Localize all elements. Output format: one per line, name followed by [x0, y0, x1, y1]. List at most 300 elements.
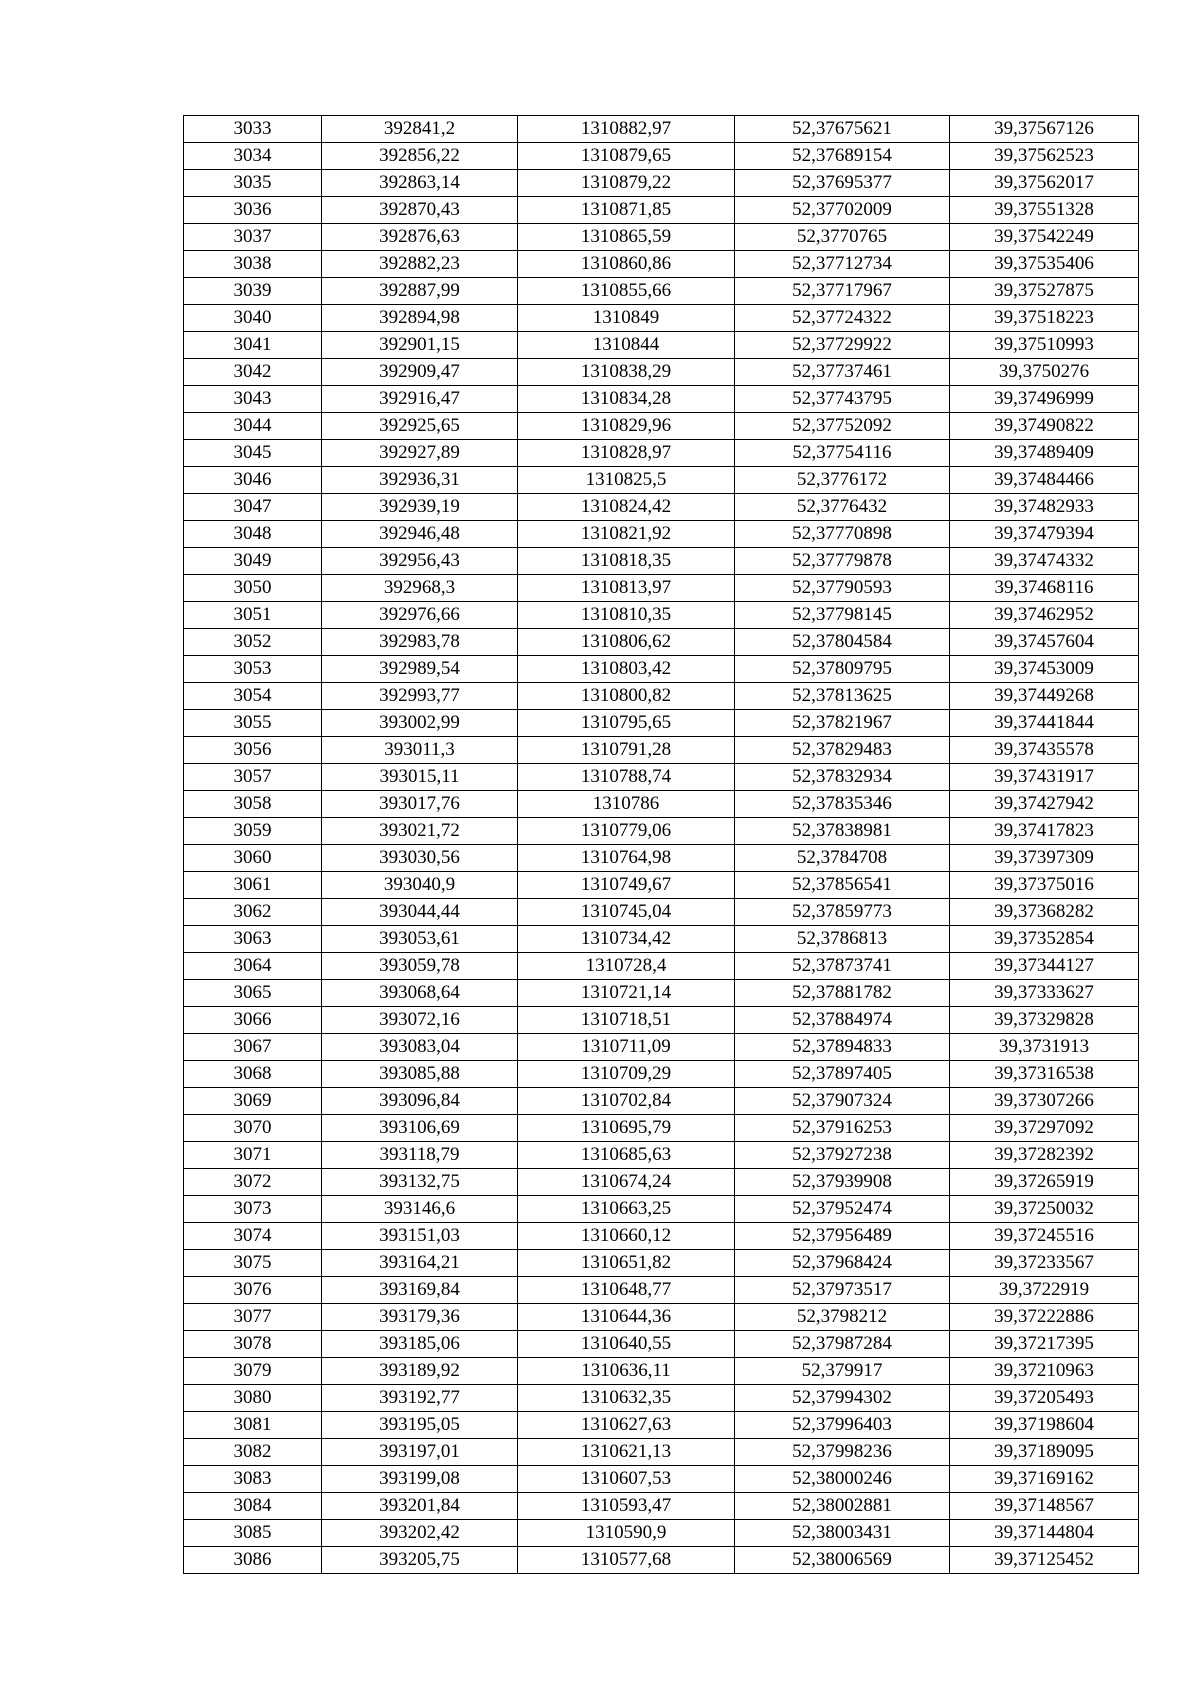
longitude-cell: 39,37333627	[950, 980, 1139, 1007]
x-coordinate-cell: 393118,79	[322, 1142, 518, 1169]
latitude-cell: 52,37838981	[735, 818, 950, 845]
longitude-cell: 39,37453009	[950, 656, 1139, 683]
point-number-cell: 3086	[184, 1547, 322, 1574]
table-row	[184, 980, 1139, 1007]
point-number-cell: 3051	[184, 602, 322, 629]
table-row	[184, 1331, 1139, 1358]
longitude-cell: 39,37527875	[950, 278, 1139, 305]
longitude-cell: 39,37316538	[950, 1061, 1139, 1088]
table-row	[184, 1250, 1139, 1277]
y-coordinate-cell: 1310709,29	[518, 1061, 735, 1088]
longitude-cell: 39,37457604	[950, 629, 1139, 656]
latitude-cell: 52,37856541	[735, 872, 950, 899]
longitude-cell: 39,37210963	[950, 1358, 1139, 1385]
y-coordinate-cell: 1310871,85	[518, 197, 735, 224]
latitude-cell: 52,37994302	[735, 1385, 950, 1412]
x-coordinate-cell: 393185,06	[322, 1331, 518, 1358]
y-coordinate-cell: 1310795,65	[518, 710, 735, 737]
table-row	[184, 1358, 1139, 1385]
point-number-cell: 3054	[184, 683, 322, 710]
x-coordinate-cell: 392901,15	[322, 332, 518, 359]
y-coordinate-cell: 1310721,14	[518, 980, 735, 1007]
x-coordinate-cell: 393083,04	[322, 1034, 518, 1061]
latitude-cell: 52,38003431	[735, 1520, 950, 1547]
x-coordinate-cell: 393002,99	[322, 710, 518, 737]
y-coordinate-cell: 1310644,36	[518, 1304, 735, 1331]
x-coordinate-cell: 392939,19	[322, 494, 518, 521]
point-number-cell: 3074	[184, 1223, 322, 1250]
longitude-cell: 39,37198604	[950, 1412, 1139, 1439]
point-number-cell: 3073	[184, 1196, 322, 1223]
latitude-cell: 52,37804584	[735, 629, 950, 656]
latitude-cell: 52,3786813	[735, 926, 950, 953]
y-coordinate-cell: 1310844	[518, 332, 735, 359]
latitude-cell: 52,37790593	[735, 575, 950, 602]
longitude-cell: 39,37397309	[950, 845, 1139, 872]
y-coordinate-cell: 1310640,55	[518, 1331, 735, 1358]
x-coordinate-cell: 393059,78	[322, 953, 518, 980]
point-number-cell: 3049	[184, 548, 322, 575]
y-coordinate-cell: 1310632,35	[518, 1385, 735, 1412]
longitude-cell: 39,37125452	[950, 1547, 1139, 1574]
y-coordinate-cell: 1310803,42	[518, 656, 735, 683]
longitude-cell: 39,37567126	[950, 116, 1139, 143]
latitude-cell: 52,37881782	[735, 980, 950, 1007]
point-number-cell: 3036	[184, 197, 322, 224]
longitude-cell: 39,37217395	[950, 1331, 1139, 1358]
longitude-cell: 39,37474332	[950, 548, 1139, 575]
table-row	[184, 1412, 1139, 1439]
point-number-cell: 3050	[184, 575, 322, 602]
longitude-cell: 39,37449268	[950, 683, 1139, 710]
longitude-cell: 39,37250032	[950, 1196, 1139, 1223]
point-number-cell: 3035	[184, 170, 322, 197]
latitude-cell: 52,37743795	[735, 386, 950, 413]
longitude-cell: 39,37148567	[950, 1493, 1139, 1520]
longitude-cell: 39,37245516	[950, 1223, 1139, 1250]
latitude-cell: 52,37729922	[735, 332, 950, 359]
y-coordinate-cell: 1310865,59	[518, 224, 735, 251]
x-coordinate-cell: 392916,47	[322, 386, 518, 413]
x-coordinate-cell: 392894,98	[322, 305, 518, 332]
longitude-cell: 39,37518223	[950, 305, 1139, 332]
latitude-cell: 52,3776432	[735, 494, 950, 521]
table-row	[184, 845, 1139, 872]
y-coordinate-cell: 1310810,35	[518, 602, 735, 629]
latitude-cell: 52,37884974	[735, 1007, 950, 1034]
point-number-cell: 3046	[184, 467, 322, 494]
x-coordinate-cell: 393015,11	[322, 764, 518, 791]
table-row	[184, 278, 1139, 305]
table-row	[184, 1439, 1139, 1466]
y-coordinate-cell: 1310593,47	[518, 1493, 735, 1520]
point-number-cell: 3082	[184, 1439, 322, 1466]
point-number-cell: 3065	[184, 980, 322, 1007]
longitude-cell: 39,37169162	[950, 1466, 1139, 1493]
point-number-cell: 3059	[184, 818, 322, 845]
point-number-cell: 3045	[184, 440, 322, 467]
y-coordinate-cell: 1310821,92	[518, 521, 735, 548]
table-row	[184, 413, 1139, 440]
table-row	[184, 629, 1139, 656]
y-coordinate-cell: 1310834,28	[518, 386, 735, 413]
table-row	[184, 386, 1139, 413]
latitude-cell: 52,37717967	[735, 278, 950, 305]
table-row	[184, 872, 1139, 899]
x-coordinate-cell: 393205,75	[322, 1547, 518, 1574]
latitude-cell: 52,37737461	[735, 359, 950, 386]
point-number-cell: 3063	[184, 926, 322, 953]
x-coordinate-cell: 393195,05	[322, 1412, 518, 1439]
y-coordinate-cell: 1310879,22	[518, 170, 735, 197]
table-row	[184, 1520, 1139, 1547]
latitude-cell: 52,3784708	[735, 845, 950, 872]
point-number-cell: 3084	[184, 1493, 322, 1520]
x-coordinate-cell: 393011,3	[322, 737, 518, 764]
x-coordinate-cell: 392927,89	[322, 440, 518, 467]
longitude-cell: 39,3722919	[950, 1277, 1139, 1304]
x-coordinate-cell: 392983,78	[322, 629, 518, 656]
latitude-cell: 52,37968424	[735, 1250, 950, 1277]
y-coordinate-cell: 1310879,65	[518, 143, 735, 170]
point-number-cell: 3060	[184, 845, 322, 872]
point-number-cell: 3066	[184, 1007, 322, 1034]
longitude-cell: 39,37542249	[950, 224, 1139, 251]
table-row	[184, 332, 1139, 359]
x-coordinate-cell: 393040,9	[322, 872, 518, 899]
table-row	[184, 1034, 1139, 1061]
latitude-cell: 52,37809795	[735, 656, 950, 683]
latitude-cell: 52,3776172	[735, 467, 950, 494]
longitude-cell: 39,37489409	[950, 440, 1139, 467]
x-coordinate-cell: 393199,08	[322, 1466, 518, 1493]
latitude-cell: 52,37973517	[735, 1277, 950, 1304]
x-coordinate-cell: 392936,31	[322, 467, 518, 494]
x-coordinate-cell: 393085,88	[322, 1061, 518, 1088]
y-coordinate-cell: 1310855,66	[518, 278, 735, 305]
latitude-cell: 52,38002881	[735, 1493, 950, 1520]
x-coordinate-cell: 392870,43	[322, 197, 518, 224]
latitude-cell: 52,37813625	[735, 683, 950, 710]
y-coordinate-cell: 1310590,9	[518, 1520, 735, 1547]
latitude-cell: 52,37894833	[735, 1034, 950, 1061]
latitude-cell: 52,37821967	[735, 710, 950, 737]
x-coordinate-cell: 392946,48	[322, 521, 518, 548]
x-coordinate-cell: 392956,43	[322, 548, 518, 575]
table-row	[184, 1466, 1139, 1493]
y-coordinate-cell: 1310786	[518, 791, 735, 818]
x-coordinate-cell: 393017,76	[322, 791, 518, 818]
table-row	[184, 602, 1139, 629]
point-number-cell: 3081	[184, 1412, 322, 1439]
table-row	[184, 926, 1139, 953]
y-coordinate-cell: 1310627,63	[518, 1412, 735, 1439]
latitude-cell: 52,37832934	[735, 764, 950, 791]
point-number-cell: 3038	[184, 251, 322, 278]
point-number-cell: 3071	[184, 1142, 322, 1169]
longitude-cell: 39,37352854	[950, 926, 1139, 953]
y-coordinate-cell: 1310764,98	[518, 845, 735, 872]
point-number-cell: 3061	[184, 872, 322, 899]
latitude-cell: 52,379917	[735, 1358, 950, 1385]
table-row	[184, 1169, 1139, 1196]
point-number-cell: 3048	[184, 521, 322, 548]
longitude-cell: 39,37535406	[950, 251, 1139, 278]
x-coordinate-cell: 393132,75	[322, 1169, 518, 1196]
x-coordinate-cell: 393189,92	[322, 1358, 518, 1385]
table-row	[184, 791, 1139, 818]
table-row	[184, 1061, 1139, 1088]
longitude-cell: 39,37282392	[950, 1142, 1139, 1169]
point-number-cell: 3053	[184, 656, 322, 683]
table-row	[184, 359, 1139, 386]
x-coordinate-cell: 393106,69	[322, 1115, 518, 1142]
x-coordinate-cell: 393096,84	[322, 1088, 518, 1115]
longitude-cell: 39,37462952	[950, 602, 1139, 629]
table-row	[184, 1196, 1139, 1223]
latitude-cell: 52,37907324	[735, 1088, 950, 1115]
table-row	[184, 1142, 1139, 1169]
longitude-cell: 39,37265919	[950, 1169, 1139, 1196]
x-coordinate-cell: 393146,6	[322, 1196, 518, 1223]
point-number-cell: 3069	[184, 1088, 322, 1115]
latitude-cell: 52,37897405	[735, 1061, 950, 1088]
point-number-cell: 3070	[184, 1115, 322, 1142]
table-row	[184, 656, 1139, 683]
y-coordinate-cell: 1310749,67	[518, 872, 735, 899]
point-number-cell: 3080	[184, 1385, 322, 1412]
longitude-cell: 39,37375016	[950, 872, 1139, 899]
longitude-cell: 39,37484466	[950, 467, 1139, 494]
point-number-cell: 3040	[184, 305, 322, 332]
y-coordinate-cell: 1310702,84	[518, 1088, 735, 1115]
longitude-cell: 39,37562017	[950, 170, 1139, 197]
x-coordinate-cell: 392876,63	[322, 224, 518, 251]
y-coordinate-cell: 1310607,53	[518, 1466, 735, 1493]
point-number-cell: 3057	[184, 764, 322, 791]
point-number-cell: 3039	[184, 278, 322, 305]
table-row	[184, 251, 1139, 278]
latitude-cell: 52,37873741	[735, 953, 950, 980]
longitude-cell: 39,37417823	[950, 818, 1139, 845]
y-coordinate-cell: 1310825,5	[518, 467, 735, 494]
latitude-cell: 52,37770898	[735, 521, 950, 548]
y-coordinate-cell: 1310734,42	[518, 926, 735, 953]
latitude-cell: 52,37829483	[735, 737, 950, 764]
x-coordinate-cell: 393068,64	[322, 980, 518, 1007]
y-coordinate-cell: 1310695,79	[518, 1115, 735, 1142]
point-number-cell: 3067	[184, 1034, 322, 1061]
table-row	[184, 116, 1139, 143]
point-number-cell: 3043	[184, 386, 322, 413]
point-number-cell: 3083	[184, 1466, 322, 1493]
table-row	[184, 899, 1139, 926]
coordinates-table	[183, 115, 1139, 1574]
longitude-cell: 39,3731913	[950, 1034, 1139, 1061]
table-row	[184, 1007, 1139, 1034]
table-row	[184, 548, 1139, 575]
y-coordinate-cell: 1310818,35	[518, 548, 735, 575]
table-row	[184, 818, 1139, 845]
latitude-cell: 52,37712734	[735, 251, 950, 278]
point-number-cell: 3044	[184, 413, 322, 440]
y-coordinate-cell: 1310577,68	[518, 1547, 735, 1574]
y-coordinate-cell: 1310718,51	[518, 1007, 735, 1034]
x-coordinate-cell: 392856,22	[322, 143, 518, 170]
longitude-cell: 39,37233567	[950, 1250, 1139, 1277]
table-row	[184, 521, 1139, 548]
x-coordinate-cell: 393021,72	[322, 818, 518, 845]
table-row	[184, 710, 1139, 737]
latitude-cell: 52,37996403	[735, 1412, 950, 1439]
x-coordinate-cell: 393169,84	[322, 1277, 518, 1304]
x-coordinate-cell: 393202,42	[322, 1520, 518, 1547]
point-number-cell: 3047	[184, 494, 322, 521]
longitude-cell: 39,37329828	[950, 1007, 1139, 1034]
point-number-cell: 3055	[184, 710, 322, 737]
longitude-cell: 39,37427942	[950, 791, 1139, 818]
table-row	[184, 143, 1139, 170]
latitude-cell: 52,37752092	[735, 413, 950, 440]
y-coordinate-cell: 1310849	[518, 305, 735, 332]
table-row	[184, 494, 1139, 521]
table-row	[184, 1088, 1139, 1115]
table-row	[184, 737, 1139, 764]
table-row	[184, 467, 1139, 494]
y-coordinate-cell: 1310829,96	[518, 413, 735, 440]
y-coordinate-cell: 1310806,62	[518, 629, 735, 656]
x-coordinate-cell: 392989,54	[322, 656, 518, 683]
longitude-cell: 39,37307266	[950, 1088, 1139, 1115]
latitude-cell: 52,37689154	[735, 143, 950, 170]
latitude-cell: 52,37998236	[735, 1439, 950, 1466]
y-coordinate-cell: 1310745,04	[518, 899, 735, 926]
point-number-cell: 3062	[184, 899, 322, 926]
table-row	[184, 197, 1139, 224]
longitude-cell: 39,37222886	[950, 1304, 1139, 1331]
point-number-cell: 3037	[184, 224, 322, 251]
point-number-cell: 3068	[184, 1061, 322, 1088]
table-row	[184, 953, 1139, 980]
y-coordinate-cell: 1310648,77	[518, 1277, 735, 1304]
longitude-cell: 39,37510993	[950, 332, 1139, 359]
y-coordinate-cell: 1310621,13	[518, 1439, 735, 1466]
y-coordinate-cell: 1310860,86	[518, 251, 735, 278]
longitude-cell: 39,37496999	[950, 386, 1139, 413]
point-number-cell: 3041	[184, 332, 322, 359]
y-coordinate-cell: 1310674,24	[518, 1169, 735, 1196]
x-coordinate-cell: 393044,44	[322, 899, 518, 926]
x-coordinate-cell: 392925,65	[322, 413, 518, 440]
longitude-cell: 39,37482933	[950, 494, 1139, 521]
y-coordinate-cell: 1310882,97	[518, 116, 735, 143]
y-coordinate-cell: 1310685,63	[518, 1142, 735, 1169]
x-coordinate-cell: 392887,99	[322, 278, 518, 305]
y-coordinate-cell: 1310660,12	[518, 1223, 735, 1250]
point-number-cell: 3064	[184, 953, 322, 980]
x-coordinate-cell: 393164,21	[322, 1250, 518, 1277]
latitude-cell: 52,38000246	[735, 1466, 950, 1493]
latitude-cell: 52,37859773	[735, 899, 950, 926]
y-coordinate-cell: 1310824,42	[518, 494, 735, 521]
table-row	[184, 1115, 1139, 1142]
table-row	[184, 1493, 1139, 1520]
point-number-cell: 3072	[184, 1169, 322, 1196]
point-number-cell: 3042	[184, 359, 322, 386]
y-coordinate-cell: 1310663,25	[518, 1196, 735, 1223]
table-row	[184, 1547, 1139, 1574]
longitude-cell: 39,37189095	[950, 1439, 1139, 1466]
x-coordinate-cell: 392882,23	[322, 251, 518, 278]
table-row	[184, 1304, 1139, 1331]
point-number-cell: 3075	[184, 1250, 322, 1277]
y-coordinate-cell: 1310779,06	[518, 818, 735, 845]
table-row	[184, 170, 1139, 197]
y-coordinate-cell: 1310636,11	[518, 1358, 735, 1385]
table-row	[184, 224, 1139, 251]
longitude-cell: 39,37551328	[950, 197, 1139, 224]
coordinates-table-body	[184, 116, 1139, 1574]
longitude-cell: 39,37431917	[950, 764, 1139, 791]
x-coordinate-cell: 392841,2	[322, 116, 518, 143]
latitude-cell: 52,37798145	[735, 602, 950, 629]
longitude-cell: 39,3750276	[950, 359, 1139, 386]
x-coordinate-cell: 392993,77	[322, 683, 518, 710]
y-coordinate-cell: 1310800,82	[518, 683, 735, 710]
table-row	[184, 764, 1139, 791]
y-coordinate-cell: 1310651,82	[518, 1250, 735, 1277]
table-row	[184, 305, 1139, 332]
x-coordinate-cell: 393192,77	[322, 1385, 518, 1412]
point-number-cell: 3077	[184, 1304, 322, 1331]
y-coordinate-cell: 1310791,28	[518, 737, 735, 764]
point-number-cell: 3078	[184, 1331, 322, 1358]
latitude-cell: 52,37702009	[735, 197, 950, 224]
table-row	[184, 440, 1139, 467]
y-coordinate-cell: 1310828,97	[518, 440, 735, 467]
latitude-cell: 52,37916253	[735, 1115, 950, 1142]
latitude-cell: 52,37754116	[735, 440, 950, 467]
longitude-cell: 39,37479394	[950, 521, 1139, 548]
longitude-cell: 39,37297092	[950, 1115, 1139, 1142]
x-coordinate-cell: 392976,66	[322, 602, 518, 629]
longitude-cell: 39,37205493	[950, 1385, 1139, 1412]
longitude-cell: 39,37468116	[950, 575, 1139, 602]
longitude-cell: 39,37562523	[950, 143, 1139, 170]
longitude-cell: 39,37435578	[950, 737, 1139, 764]
table-row	[184, 1223, 1139, 1250]
point-number-cell: 3056	[184, 737, 322, 764]
y-coordinate-cell: 1310788,74	[518, 764, 735, 791]
y-coordinate-cell: 1310838,29	[518, 359, 735, 386]
x-coordinate-cell: 393179,36	[322, 1304, 518, 1331]
longitude-cell: 39,37344127	[950, 953, 1139, 980]
x-coordinate-cell: 393201,84	[322, 1493, 518, 1520]
y-coordinate-cell: 1310711,09	[518, 1034, 735, 1061]
point-number-cell: 3058	[184, 791, 322, 818]
longitude-cell: 39,37490822	[950, 413, 1139, 440]
y-coordinate-cell: 1310728,4	[518, 953, 735, 980]
point-number-cell: 3085	[184, 1520, 322, 1547]
longitude-cell: 39,37144804	[950, 1520, 1139, 1547]
point-number-cell: 3034	[184, 143, 322, 170]
y-coordinate-cell: 1310813,97	[518, 575, 735, 602]
x-coordinate-cell: 392968,3	[322, 575, 518, 602]
longitude-cell: 39,37441844	[950, 710, 1139, 737]
latitude-cell: 52,3798212	[735, 1304, 950, 1331]
latitude-cell: 52,37835346	[735, 791, 950, 818]
table-row	[184, 1277, 1139, 1304]
